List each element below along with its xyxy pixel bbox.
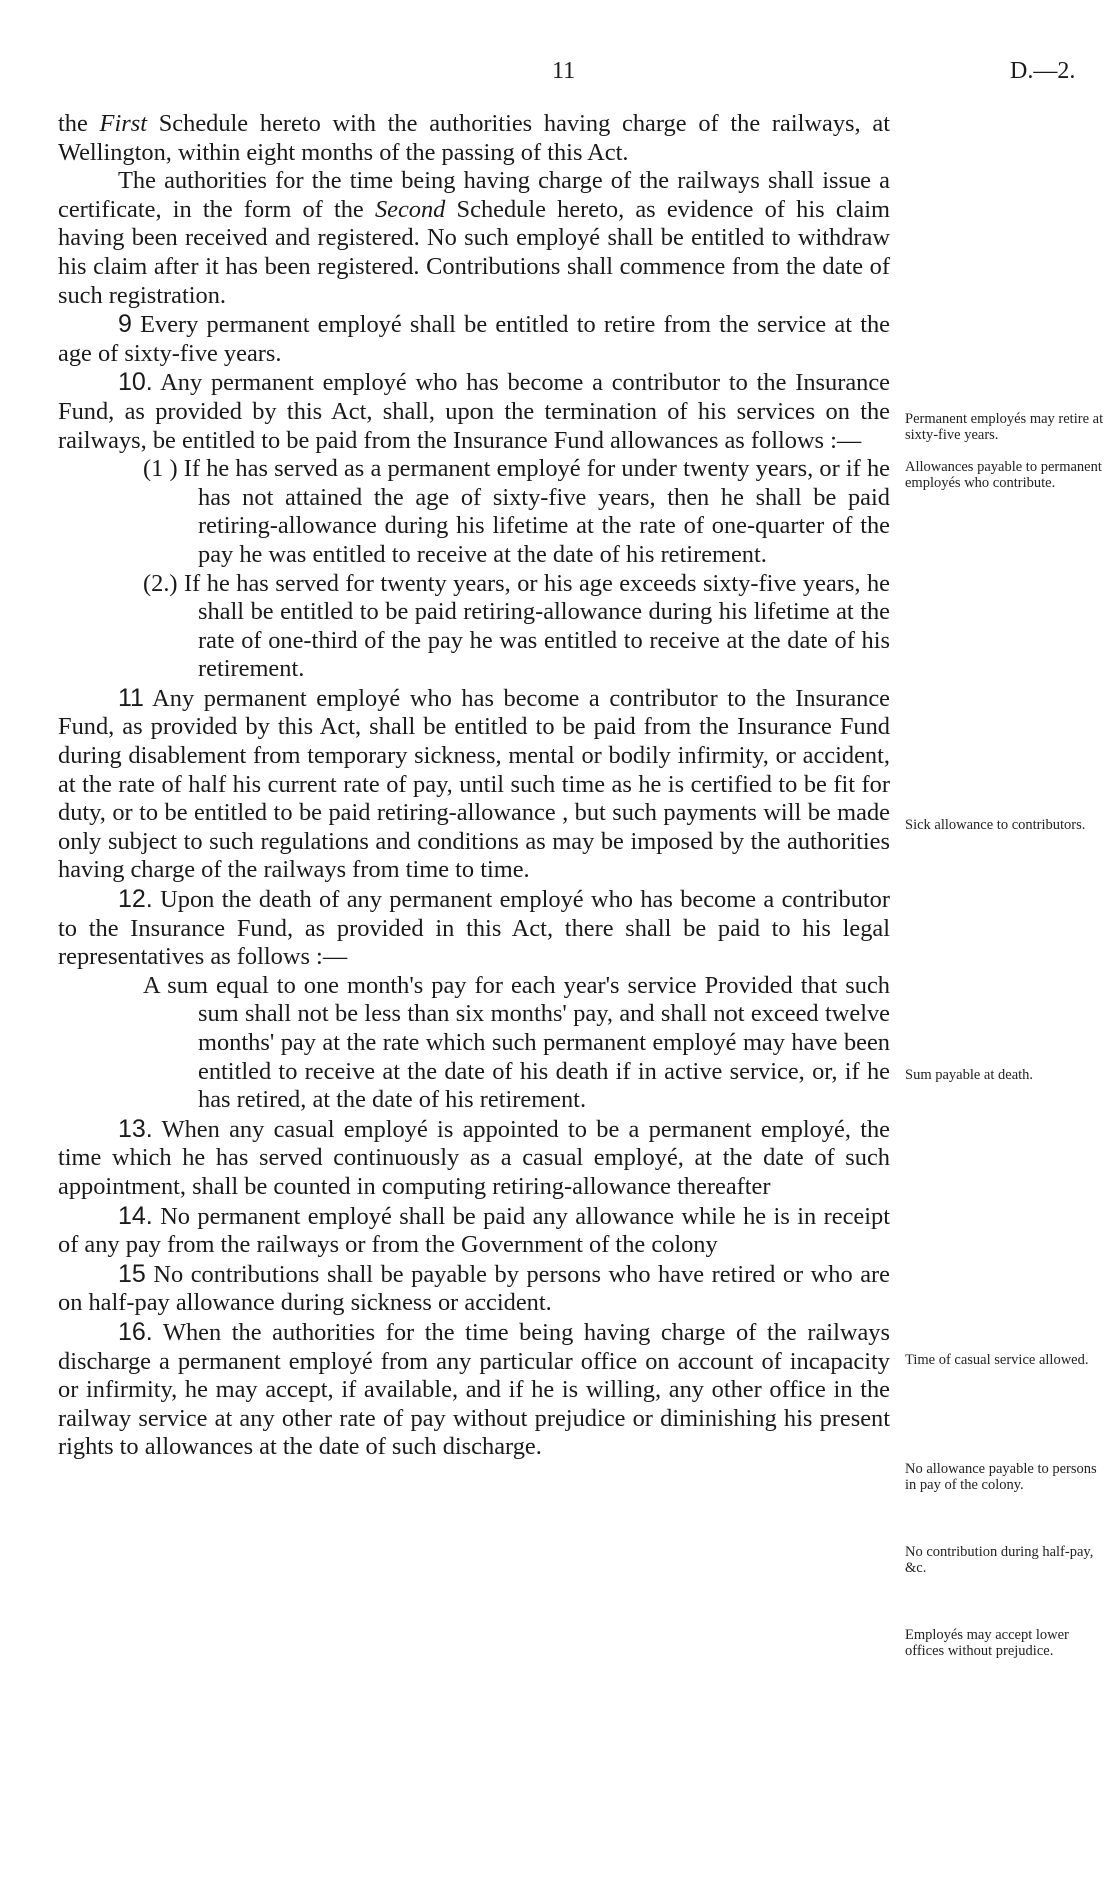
section-12-item: A sum equal to one month's pay for each year's service Provided that such sum shall not be less than six months' pay, and shall not exceed twelve months' pay at the rate which such permanent employé may have been entitled to receive at the date of his death if in active service, or, if he has retired, at the date of his retirement. (143, 971, 890, 1114)
margin-note-no-contribution: No contribution during half-pay, &c. (905, 1544, 1094, 1576)
section-14: 14. No permanent employé shall be paid any allowance while he is in receipt of any pay from the railways or from the Government of the colony (58, 1201, 890, 1259)
section-number: 10. (118, 368, 153, 397)
margin-note-retire: Permanent employés may retire at sixty-five years. (905, 411, 1104, 443)
page-number: 11 (552, 58, 576, 84)
subsection-2: (2.) If he has served for twenty years, or his age exceeds sixty-five years, he shall be entitled to be paid retiring-allowance during his lifetime at the rate of one-third of the pay he was entitled to receive at the date of his retirement. (143, 569, 890, 683)
page-header (0, 58, 1114, 88)
document-reference: D.—2. (1010, 58, 1076, 84)
section-number: 15 (118, 1259, 146, 1288)
section-number: 11 (118, 683, 144, 712)
section-number: 9 (118, 310, 132, 339)
paragraph: The authorities for the time being having charge of the railways shall issue a certificate, in the form of the Second Schedule hereto, as evidence of his claim having been received and registered. No such employé shall be entitled to withdraw his claim after it has been registered. Contributions shall commence from the date of such registration. (58, 167, 890, 309)
margin-note-no-allowance: No allowance payable to persons in pay of the colony. (905, 1461, 1097, 1493)
margin-note-allowances: Allowances payable to permanent employés who contribute. (905, 459, 1102, 491)
section-10: 10. Any permanent employé who has become a contributor to the Insurance Fund, as provided by this Act, shall, upon the termination of his services on the railways, be entitled to be paid from the Insurance Fund allowances as follows :— (58, 368, 890, 454)
section-12: 12. Upon the death of any permanent employé who has become a contributor to the Insurance Fund, as provided in this Act, there shall be paid to his legal representatives as follows :— (58, 885, 890, 971)
margin-note-death: Sum payable at death. (905, 1067, 1034, 1083)
margin-note-casual: Time of casual service allowed. (905, 1352, 1089, 1368)
section-13: 13. When any casual employé is appointed to be a permanent employé, the time which he has served continuously as a casual employé, at the date of such appointment, shall be counted in computing retiring-allowance thereafter (58, 1114, 890, 1200)
section-number: 13. (118, 1114, 153, 1143)
section-11: 11 Any permanent employé who has become a contributor to the Insurance Fund, as provided by this Act, shall be entitled to be paid from the Insurance Fund during disablement from temporary sickness, mental or bodily infirmity, or accident, at the rate of half his current rate of pay, until such time as he is certified to be fit for duty, or to be entitled to be paid retiring-allowance , but such payments will be made only subject to such regulations and conditions as may be imposed by the authorities having charge of the railways from time to time. (58, 683, 890, 884)
main-text (58, 110, 890, 1462)
section-number: 16. (118, 1317, 153, 1346)
section-number: 14. (118, 1201, 153, 1230)
section-16: 16. When the authorities for the time being having charge of the railways discharge a permanent employé from any particular office on account of incapacity or infirmity, he may accept, if available, and if he is willing, any other office in the railway service at any other rate of pay without prejudice or diminishing his present rights to allowances at the date of such discharge. (58, 1317, 890, 1461)
paragraph: the First Schedule hereto with the authorities having charge of the railways, at Wellington, within eight months of the passing of this Act. (58, 110, 890, 166)
subsection-1: (1 ) If he has served as a permanent employé for under twenty years, or if he has not attained the age of sixty-five years, then he shall be paid retiring-allowance during his lifetime at the rate of one-quarter of the pay he was entitled to receive at the date of his retirement. (143, 455, 890, 568)
section-15: 15 No contributions shall be payable by persons who have retired or who are on half-pay allowance during sickness or accident. (58, 1259, 890, 1317)
margin-note-lower-offices: Employés may accept lower offices without prejudice. (905, 1627, 1069, 1659)
section-9: 9 Every permanent employé shall be entitled to retire from the service at the age of sixty-five years. (58, 310, 890, 367)
section-number: 12. (118, 885, 153, 914)
margin-note-sick: Sick allowance to contributors. (905, 817, 1086, 833)
